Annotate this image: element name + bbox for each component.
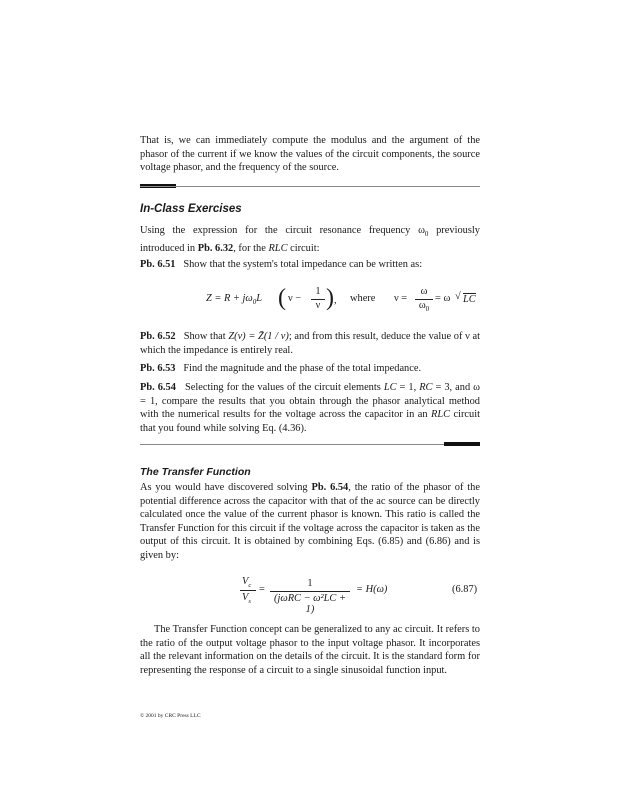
closing-paragraph: The Transfer Function concept can be generalized to any ac circuit. It refers to the ratio of the output voltage phasor to the input voltage phasor. It incorporates all the relevant information on the details of the circuit. It is the standard form for representing the response of a circuit to a single sinusoidal function input. [140, 624, 480, 676]
section-heading: In-Class Exercises [140, 203, 242, 215]
pb-6-52: Pb. 6.52 Show that Z(ν) = Z̄(1 / ν); and from this result, deduce the value of ν at which the impedance is entirely real. [140, 331, 481, 356]
equation-number: (6.87) [452, 584, 478, 595]
section-end-rule-bar [444, 442, 480, 446]
right-paren: ) [326, 285, 334, 311]
pb-6-51: Pb. 6.51 Show that the system's total impedance can be written as: [140, 259, 423, 270]
intro-paragraph: That is, we can immediately compute the modulus and the argument of the phasor of the current if we know the values of the circuit components, the source voltage phasor, and the frequency of the source. [140, 135, 480, 174]
transfer-function-heading: The Transfer Function [140, 466, 251, 478]
left-paren: ( [278, 285, 286, 311]
sqrt-symbol: √ [455, 291, 461, 302]
transfer-function-equation: $V_c$ $V_s$ = 1 (jωRC − ω²LC + 1) = H(ω) (6.87) [242, 576, 478, 615]
fraction-bar [240, 590, 256, 591]
pb-6-53: Pb. 6.53 Find the magnitude and the phase of the total impedance. [140, 363, 422, 374]
copyright-footer: © 2001 by CRC Press LLC [140, 713, 201, 719]
pb-6-54: Pb. 6.54 Selecting for the values of the circuit elements LC = 1, RC = 3, and ω = 1, compare the results that you obtain through the phasor analytical method with the numerical results for the voltage across the capacitor in an RLC circuit that you found while solving Eq. (4.36). [140, 382, 480, 434]
exercise-intro: Using the expression for the circuit resonance frequency $\omega_0$ previously introduced in Pb. 6.32, for the RLC circuit: [140, 225, 480, 254]
fraction-bar [270, 591, 350, 592]
section-rule [140, 186, 480, 187]
impedance-equation: $Z = R + j\omega_0L$ ( ν − 1 ν ) , where ν = ω $\omega_0$ = ω √ LC [206, 285, 476, 314]
transfer-function-paragraph: As you would have discovered solving Pb. 6.54, the ratio of the phasor of the potential difference across the capacitor with that of the ac source can be directly calculated once the value of the current phasor is known. This ratio is called the Transfer Function for this circuit if the voltage across the capacitor is taken as the output of this circuit. It is obtained by combining Eqs. (6.85) and (6.86) and is given by: [140, 482, 480, 561]
section-end-rule [140, 444, 480, 445]
